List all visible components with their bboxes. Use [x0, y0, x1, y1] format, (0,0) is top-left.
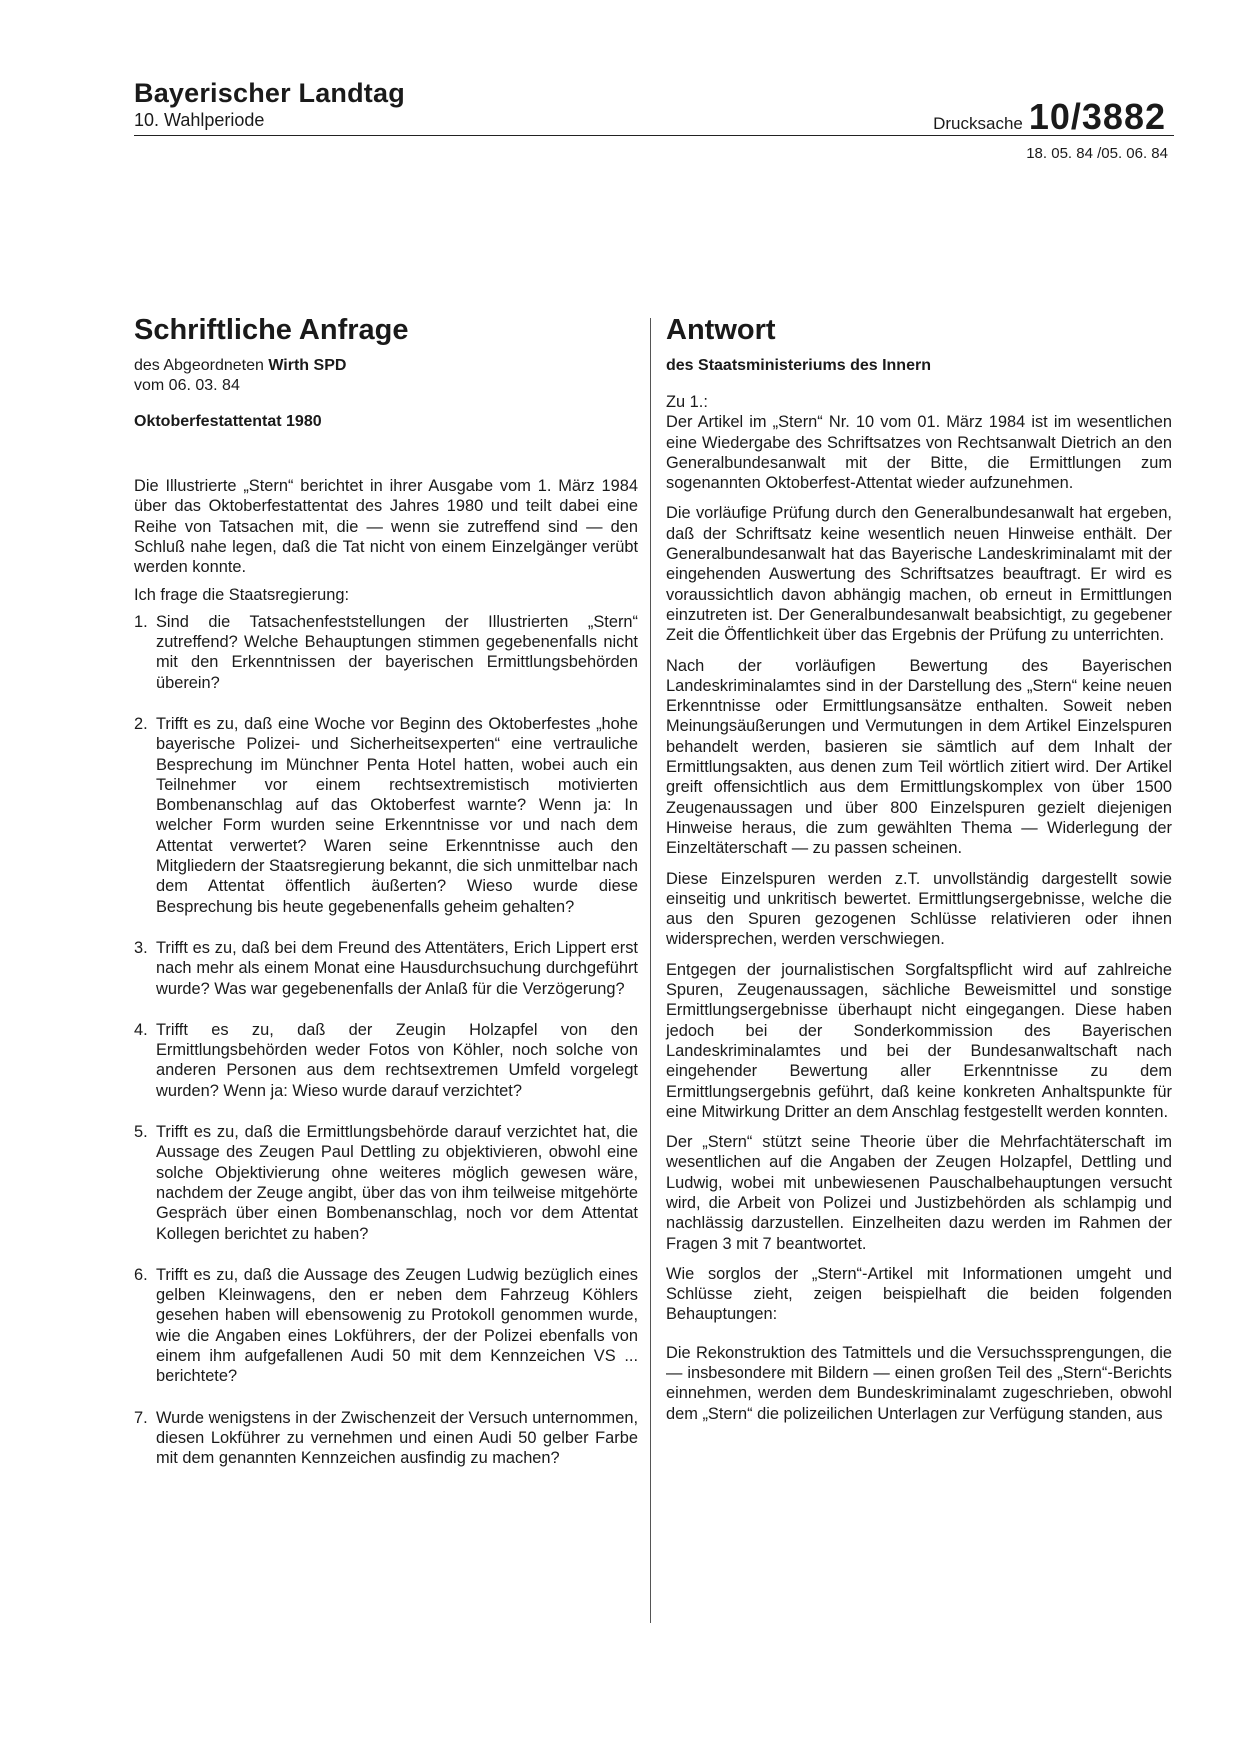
inquiry-author-name: Wirth SPD: [268, 357, 347, 374]
answer-paragraph: Die Rekonstruktion des Tatmittels und die Versuchssprengungen, die — insbesondere mit Bildern — einen großen Teil des „Stern“-Berichts einnehmen, werden dem Bundeskriminalamt zugeschrieben, obwohl dem „Stern“ die polizeilichen Unterlagen zur Verfügung standen, aus: [666, 1343, 1172, 1423]
answer-title: Antwort: [666, 314, 776, 346]
answer-paragraph: Der „Stern“ stützt seine Theorie über die Mehrfachtäterschaft im wesentlichen auf die Angaben der Zeugen Holzapfel, Dettling und Ludwig, wobei mit unbewiesenen Pauschalbehauptungen versucht wird, die Arbeit von Polizei und Justizbehörden als schlampig und nachlässig darzustellen. Einzelheiten dazu werden im Rahmen der Fragen 3 mit 7 beantwortet.: [666, 1133, 1172, 1253]
answer-paragraph: Nach der vorläufigen Bewertung des Bayerischen Landeskriminalamtes sind in der Darstellung des „Stern“ keine neuen Erkenntnisse oder Ermittlungsansätze enthalten. Soweit neben Meinungsäußerungen und Vermutungen in dem Artikel Einzelspuren behandelt werden, basieren sie sämtlich auf dem Inhalt der Ermittlungsakten, aus denen zum Teil wörtlich zitiert wird. Der Artikel greift offensichtlich aus dem Ermittlungskomplex von über 1500 Zeugenaussagen und über 800 Einzelspuren gezielt diejenigen Hinweise heraus, die zum gewählten Thema — Widerlegung der Einzeltäterschaft — zu passen scheinen.: [666, 656, 1172, 858]
question-text: Trifft es zu, daß bei dem Freund des Attentäters, Erich Lippert erst nach mehr als einem Monat eine Hausdurchsuchung durchgeführt wurde? Was war gegebenenfalls der Anlaß für die Verzögerung?: [156, 938, 638, 998]
inquiry-author-line: [134, 356, 638, 376]
question-number: 2.: [134, 714, 148, 733]
answer-section-label: Zu 1.:: [666, 393, 708, 411]
question-number: 4.: [134, 1020, 148, 1039]
header-rule: [134, 135, 1174, 136]
answer-paragraph: Der Artikel im „Stern“ Nr. 10 vom 01. März 1984 ist im wesentlichen eine Wiedergabe des Schriftsatzes von Rechtsanwalt Dietrich an den Generalbundesanwalt mit der Bitte, die Ermittlungen zum sogenannten Oktoberfest-Attentat wieder aufzunehmen.: [666, 413, 1172, 493]
question-item: [134, 1020, 638, 1101]
answer-paragraph: Wie sorglos der „Stern“-Artikel mit Informationen umgeht und Schlüsse zieht, zeigen beispielhaft die beiden folgenden Behauptungen:: [666, 1264, 1172, 1324]
inquiry-intro: Die Illustrierte „Stern“ berichtet in ihrer Ausgabe vom 1. März 1984 über das Oktoberfestattentat des Jahres 1980 und teilt dabei eine Reihe von Tatsachen mit, die — wenn sie zutreffend sind — den Schluß nahe legen, daß die Tat nicht von einem Einzelgänger verübt werden konnte.: [134, 477, 638, 577]
document-number-block: [933, 96, 1166, 138]
question-item: [134, 938, 638, 999]
document-header: [134, 78, 1174, 137]
question-text: Trifft es zu, daß die Ermittlungsbehörde darauf verzichtet hat, die Aussage des Zeugen Paul Dettling zu objektivieren, obwohl eine solche Objektivierung ohne weiteres möglich gewesen wäre, nachdem der Zeuge angibt, über das von ihm teilweise mitgehörte Gespräch über einen Bombenanschlag, noch vor dem Attentat Kollegen berichtet zu haben?: [156, 1123, 638, 1243]
question-text: Trifft es zu, daß die Aussage des Zeugen Ludwig bezüglich eines gelben Kleinwagens, den er neben dem Fahrzeug Köhlers gesehen haben will ebensowenig zu Protokoll genommen wurde, wie die Angaben eines Lokführers, der der Polizei ebenfalls von einem ihm aufgefallenen Audi 50 mit dem Kennzeichen VS ... berichtete?: [156, 1265, 638, 1386]
question-text: Trifft es zu, daß der Zeugin Holzapfel von den Ermittlungsbehörden weder Fotos von Köhler, noch solche von anderen Personen aus dem rechtsextremen Umfeld vorgelegt wurden? Wenn ja: Wieso wurde darauf verzichtet?: [156, 1020, 638, 1100]
inquiry-ask: Ich frage die Staatsregierung:: [134, 586, 350, 605]
inquiry-title: Schriftliche Anfrage: [134, 314, 409, 346]
question-item: [134, 1265, 638, 1387]
question-text: Sind die Tatsachenfeststellungen der Illustrierten „Stern“ zutreffend? Welche Behauptungen stimmen gegebenenfalls nicht mit den Erkenntnissen der bayerischen Ermittlungsbehörden überein?: [156, 612, 638, 692]
answer-paragraph: Entgegen der journalistischen Sorgfaltspflicht wird auf zahlreiche Spuren, Zeugenaussagen, sächliche Beweismittel und sonstige Ermittlungsergebnisse überhaupt nicht eingegangen. Diese haben jedoch bei der Sonderkommission des Bayerischen Landeskriminalamtes und bei der Bundesanwaltschaft nach eingehender Bewertung aller Erkenntnisse zu dem Ermittlungsergebnis geführt, daß keine konkreten Anhaltspunkte für eine Mitwirkung Dritter an dem Anschlag festgestellt werden konnten.: [666, 960, 1172, 1121]
question-item: [134, 1122, 638, 1244]
question-item: [134, 1408, 638, 1469]
question-number: 1.: [134, 612, 148, 631]
parliament-name: Bayerischer Landtag: [134, 78, 405, 108]
question-text: Wurde wenigstens in der Zwischenzeit der Versuch unternommen, diesen Lokführer zu vernehmen und einen Audi 50 gelber Farbe mit dem genannten Kennzeichen ausfindig zu machen?: [156, 1408, 638, 1468]
inquiry-topic: Oktoberfestattentat 1980: [134, 413, 322, 430]
question-number: 3.: [134, 938, 148, 957]
answer-paragraph: Die vorläufige Prüfung durch den Generalbundesanwalt hat ergeben, daß der Schriftsatz keine wesentlich neuen Hinweise enthält. Der Generalbundesanwalt hat das Bayerische Landeskriminalamt mit der eingehenden Auswertung des Schriftsatzes beauftragt. Er wird es voraussichtlich davon abhängig machen, ob erneut in Ermittlungen einzutreten ist. Der Generalbundesanwalt beabsichtigt, zu gegebener Zeit die Öffentlichkeit über das Ergebnis der Prüfung zu unterrichten.: [666, 504, 1172, 645]
document-number: 10/3882: [1028, 96, 1166, 137]
question-number: 6.: [134, 1265, 148, 1284]
document-number-label: Drucksache: [933, 114, 1023, 133]
question-list: [134, 612, 638, 1469]
document-dates: 18. 05. 84 /05. 06. 84: [1026, 145, 1168, 162]
question-item: [134, 714, 638, 917]
column-divider: [650, 318, 651, 1623]
answer-ministry: des Staatsministeriums des Innern: [666, 357, 931, 374]
question-number: 5.: [134, 1123, 148, 1142]
legislative-period: 10. Wahlperiode: [134, 110, 265, 130]
inquiry-date: vom 06. 03. 84: [134, 377, 240, 394]
inquiry-column: [134, 312, 638, 1489]
answer-paragraph: Diese Einzelspuren werden z.T. unvollständig dargestellt sowie einseitig und unkritisch bewertet. Ermittlungsergebnisse, welche die aus den Spuren gezogenen Schlüsse relativieren oder ihnen widersprechen, werden verschwiegen.: [666, 869, 1172, 949]
answer-column: [666, 312, 1172, 1434]
inquiry-author-prefix: des Abgeordneten: [134, 357, 264, 374]
question-number: 7.: [134, 1408, 148, 1427]
question-text: Trifft es zu, daß eine Woche vor Beginn des Oktoberfestes „hohe bayerische Polizei- und Sicherheitsexperten“ eine vertrauliche Besprechung im Münchner Penta Hotel hatten, wobei auch ein Teilnehmer vor einem rechtsextremistisch motivierten Bombenanschlag auf das Oktoberfest warnte? Wenn ja: In welcher Form wurden seine Erkenntnisse vor und nach dem Attentat verwertet? Waren seine Erkenntnisse auch den Mitgliedern der Staatsregierung bekannt, die sich unmittelbar nach dem Attentat öffentlich äußerten? Wieso wurde diese Besprechung bis heute gegebenenfalls geheim gehalten?: [156, 714, 638, 916]
question-item: [134, 612, 638, 693]
